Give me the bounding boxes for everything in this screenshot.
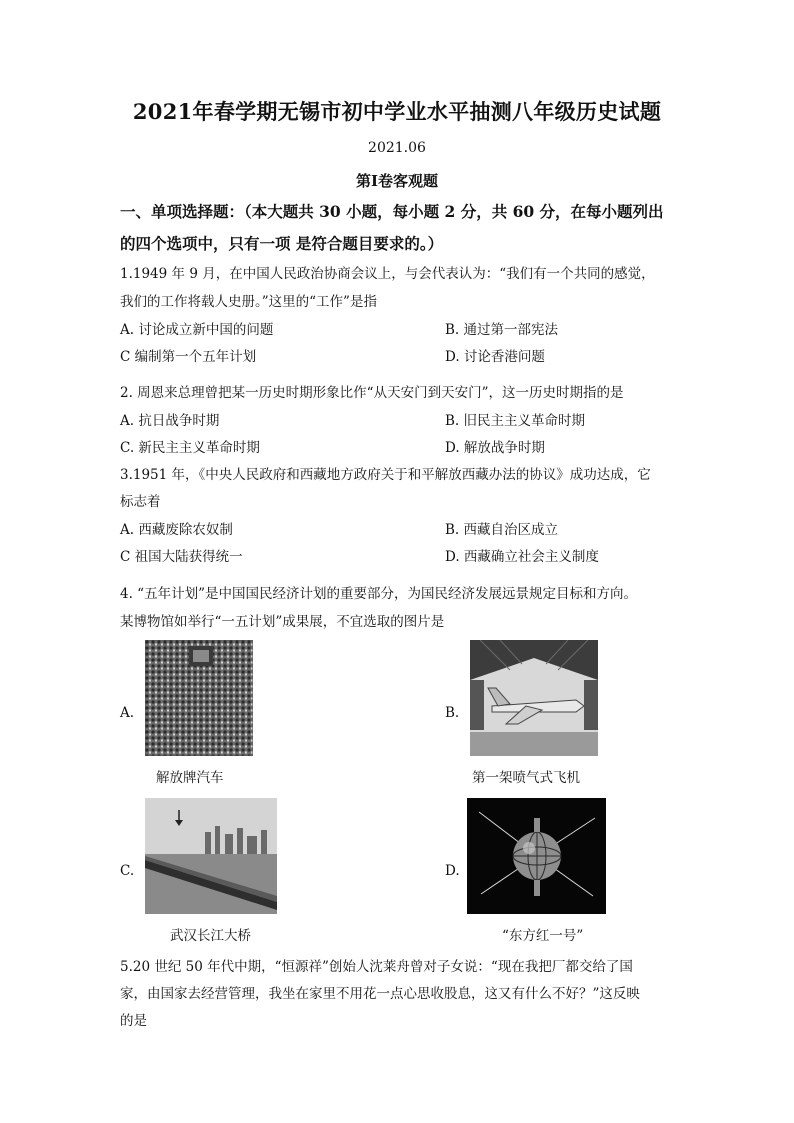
question-3-option-b[interactable]: B. 西藏自治区成立 [445,522,559,538]
question-3-option-c[interactable]: C 祖国大陆获得统一 [120,549,243,565]
question-2-stem: 2. 周恩来总理曾把某一历史时期形象比作“从天安门到天安门”，这一历史时期指的是 [120,385,624,401]
question-4-stem-line1: 4. “五年计划”是中国国民经济计划的重要部分，为国民经济发展远景规定目标和方向。 [120,586,637,602]
question-3-stem-line2: 标志着 [120,494,161,510]
section-heading-line1: 一、单项选择题：（本大题共 30 小题，每小题 2 分，共 60 分，在每小题列出 [120,202,664,221]
liberation-truck-photo[interactable] [145,640,253,756]
dongfanghong-satellite-photo[interactable] [467,798,606,914]
question-3-option-d[interactable]: D. 西藏确立社会主义制度 [445,549,599,565]
question-4-option-a-letter[interactable]: A. [120,705,135,721]
question-4-option-a-caption: 解放牌汽车 [156,770,224,786]
question-5-stem-line1: 5.20 世纪 50 年代中期，“恒源祥”创始人沈莱舟曾对子女说：“现在我把厂都交给了国 [120,959,633,975]
wuhan-bridge-photo[interactable] [145,798,277,914]
question-1-stem-line2: 我们的工作将载人史册。”这里的“工作”是指 [120,294,377,310]
question-1-option-c[interactable]: C 编制第一个五年计划 [120,349,257,365]
question-5-stem-line3: 的是 [120,1013,147,1029]
question-1-option-a[interactable]: A. 讨论成立新中国的问题 [120,322,274,338]
question-3-stem-line1: 3.1951 年，《中央人民政府和西藏地方政府关于和平解放西藏办法的协议》成功达成，它 [120,467,651,483]
question-1-option-d[interactable]: D. 讨论香港问题 [445,349,545,365]
question-4-stem-line2: 某博物馆如举行“一五计划”成果展，不宜选取的图片是 [120,614,445,630]
question-4-option-b-letter[interactable]: B. [445,705,460,721]
jet-plane-photo[interactable] [470,640,598,756]
section-heading-line2: 的四个选项中，只有一项 是符合题目要求的。） [120,234,444,253]
question-1-option-b[interactable]: B. 通过第一部宪法 [445,322,559,338]
question-4-option-d-caption: “东方红一号” [502,928,584,944]
question-2-option-b[interactable]: B. 旧民主主义革命时期 [445,413,586,429]
page-title: 2021年春学期无锡市初中学业水平抽测八年级历史试题 [132,99,662,124]
question-2-option-a[interactable]: A. 抗日战争时期 [120,413,220,429]
volume-heading: 第Ⅰ卷客观题 [355,172,439,190]
question-5-stem-line2: 家，由国家去经营管理，我坐在家里不用花一点心思收股息，这又有什么不好？”这反映 [120,986,640,1002]
question-2-option-c[interactable]: C. 新民主主义革命时期 [120,440,260,456]
question-4-option-b-caption: 第一架喷气式飞机 [472,770,580,786]
question-4-option-d-letter[interactable]: D. [445,863,460,879]
exam-date: 2021.06 [368,140,426,156]
question-2-option-d[interactable]: D. 解放战争时期 [445,440,545,456]
question-4-option-c-caption: 武汉长江大桥 [170,928,251,944]
question-1-stem-line1: 1.1949 年 9 月，在中国人民政治协商会议上，与会代表认为：“我们有一个共同的感觉， [120,266,655,282]
question-3-option-a[interactable]: A. 西藏废除农奴制 [120,522,233,538]
question-4-option-c-letter[interactable]: C. [120,863,135,879]
